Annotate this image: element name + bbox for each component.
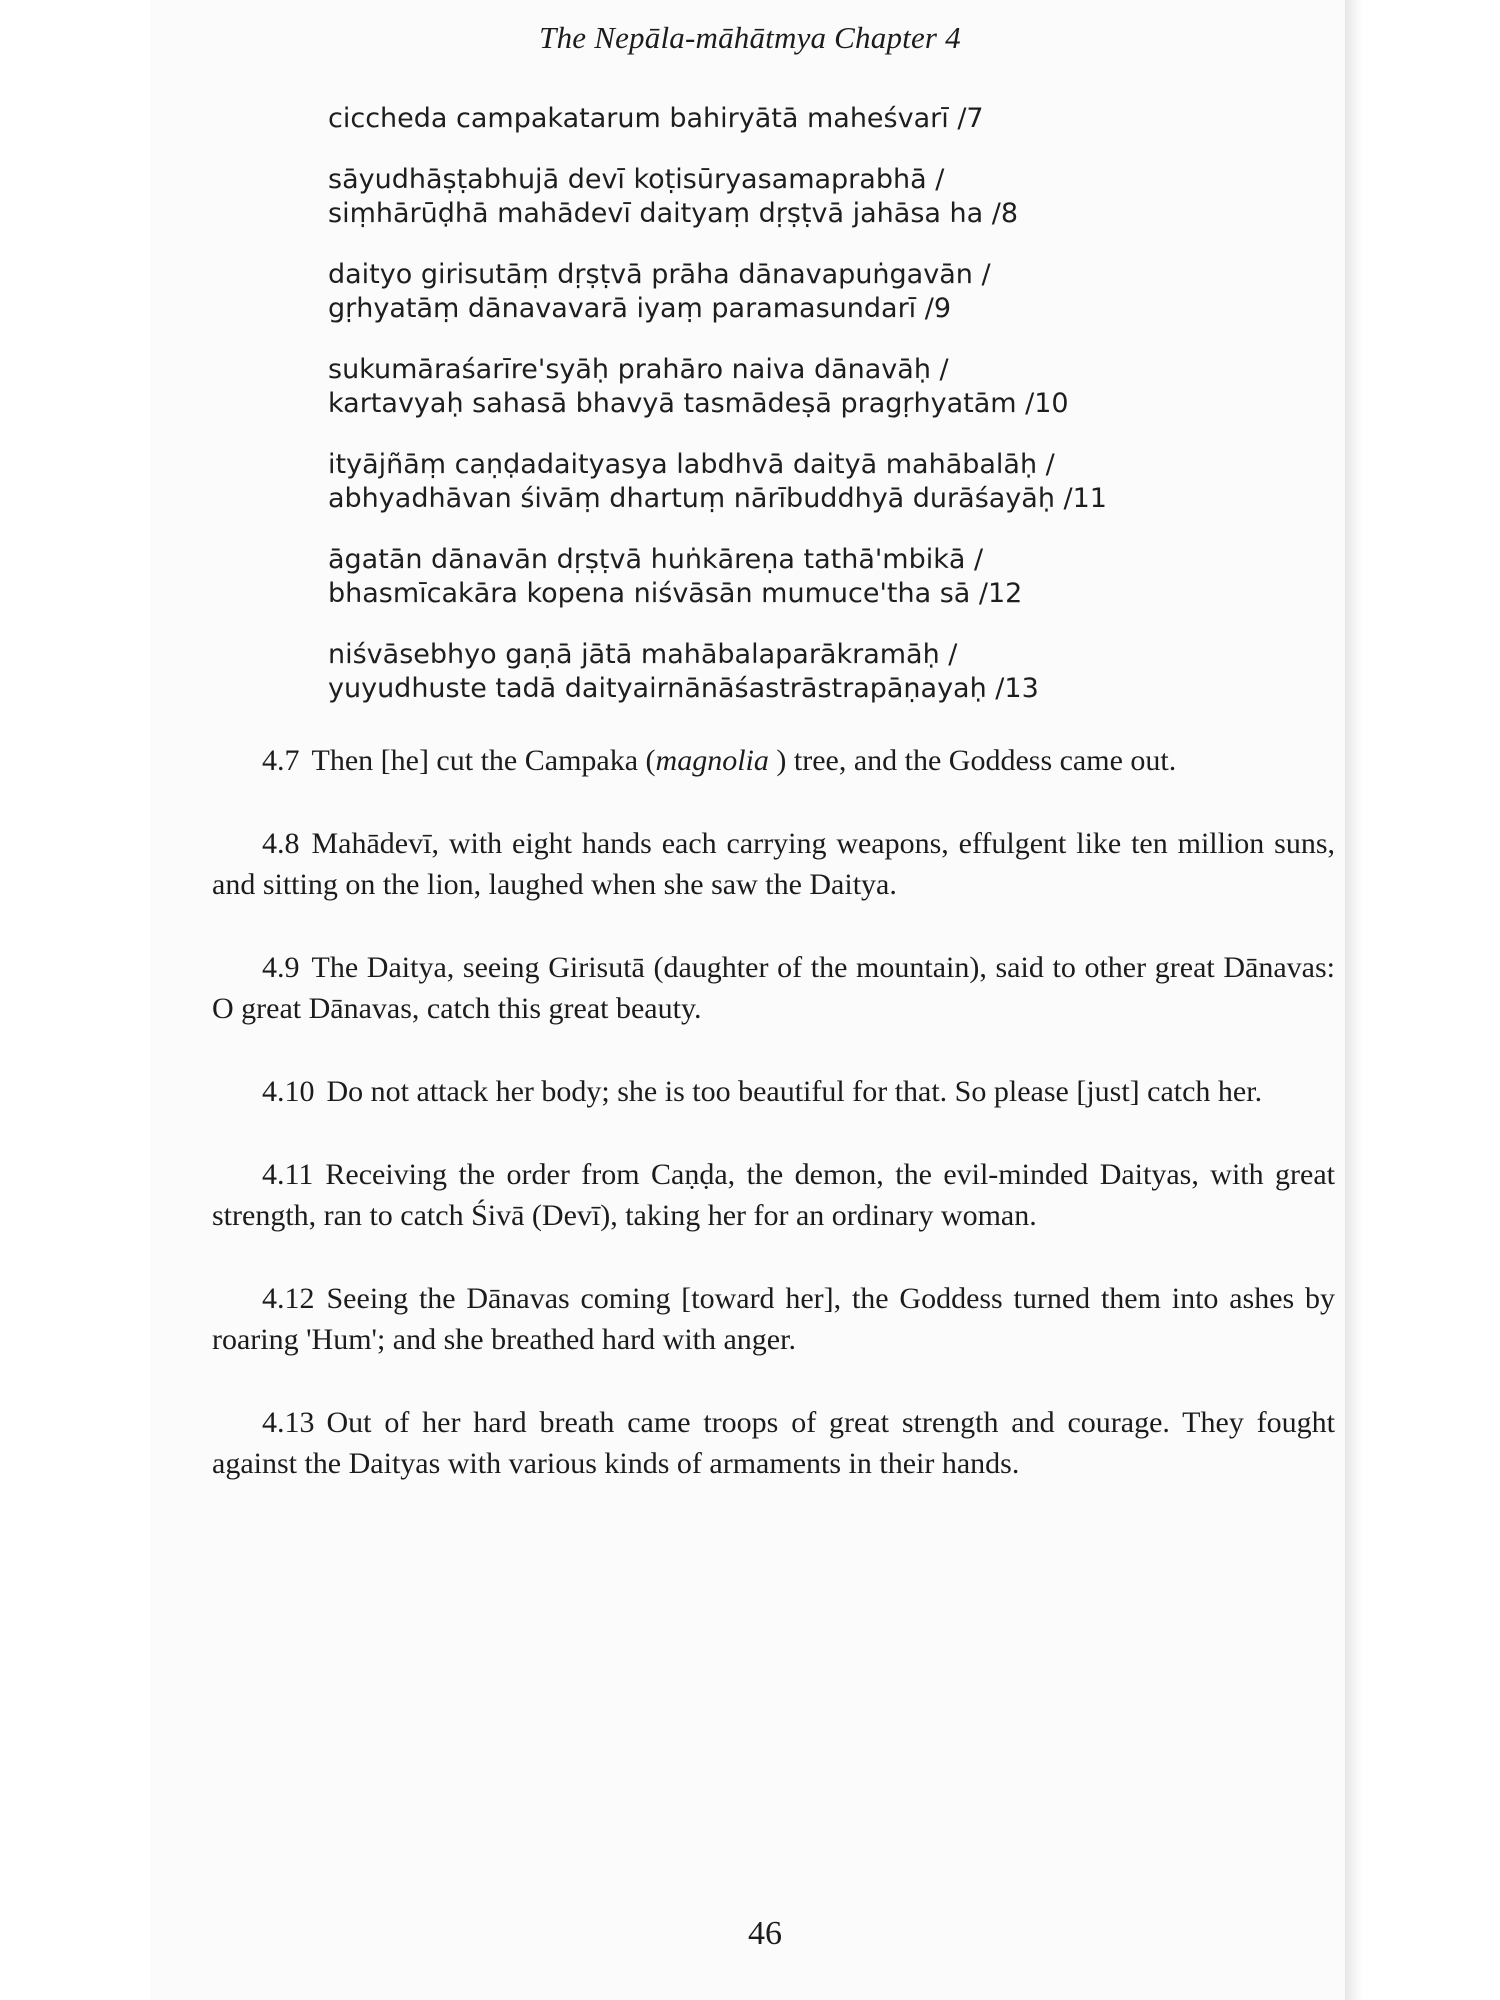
verse-line: daityo girisutāṃ dṛṣṭvā prāha dānavapuṅgavān / — [328, 259, 991, 290]
paragraph-text: The Daitya, seeing Girisutā (daughter of the mountain), said to other great Dānavas: O great Dānavas, catch this great beauty. — [212, 951, 1335, 1025]
paragraph-number: 4.7 — [262, 744, 300, 777]
paragraph-text: Seeing the Dānavas coming [toward her], the Goddess turned them into ashes by roaring 'Hum'; and she breathed hard with anger. — [212, 1282, 1335, 1356]
paragraph-text: Receiving the order from Caṇḍa, the demon, the evil-minded Daityas, with great strength, ran to catch Śivā (Devī), taking her for an ordinary woman. — [212, 1158, 1335, 1232]
verse-line: gṛhyatāṃ dānavavarā iyaṃ paramasundarī /9 — [328, 293, 952, 324]
translation-paragraph-4-10 — [212, 1071, 1335, 1112]
translation-paragraph-4-11 — [212, 1154, 1335, 1236]
verse-stanza-8 — [328, 163, 1278, 231]
page-number: 46 — [748, 1915, 782, 1952]
verse-stanza-11 — [328, 448, 1278, 516]
verse-stanza-9 — [328, 258, 1278, 326]
verse-line: ciccheda campakatarum bahiryātā maheśvarī /7 — [328, 103, 984, 134]
verse-line: siṃhārūḍhā mahādevī daityaṃ dṛṣṭvā jahāsa ha /8 — [328, 198, 1019, 229]
verse-line: ityājñāṃ caṇḍadaityasya labdhvā daityā mahābalāḥ / — [328, 449, 1055, 480]
paragraph-text: ) tree, and the Goddess came out. — [768, 744, 1177, 777]
english-translation — [212, 740, 1335, 1526]
verse-line: sāyudhāṣṭabhujā devī koṭisūryasamaprabhā / — [328, 164, 945, 195]
paragraph-number: 4.9 — [262, 951, 300, 984]
verse-line: yuyudhuste tadā daityairnānāśastrāstrapāṇayaḥ /13 — [328, 673, 1039, 704]
sanskrit-verse-block — [328, 102, 1278, 733]
verse-stanza-12 — [328, 543, 1278, 611]
verse-line: niśvāsebhyo gaṇā jātā mahābalaparākramāḥ / — [328, 639, 958, 670]
paragraph-number: 4.11 — [262, 1158, 314, 1191]
translation-paragraph-4-7 — [212, 740, 1335, 781]
paragraph-italic-term: magnolia — [655, 744, 769, 777]
verse-line: kartavyaḥ sahasā bhavyā tasmādeṣā pragṛhyatām /10 — [328, 388, 1069, 419]
translation-paragraph-4-9 — [212, 947, 1335, 1029]
translation-paragraph-4-8 — [212, 823, 1335, 905]
paragraph-text: Then [he] cut the Campaka ( — [311, 744, 656, 777]
verse-stanza-13 — [328, 638, 1278, 706]
paragraph-text: Do not attack her body; she is too beautiful for that. So please [just] catch her. — [326, 1075, 1263, 1108]
verse-line: āgatān dānavān dṛṣṭvā huṅkāreṇa tathā'mbikā / — [328, 544, 984, 575]
verse-line: abhyadhāvan śivāṃ dhartuṃ nārībuddhyā durāśayāḥ /11 — [328, 483, 1107, 514]
translation-paragraph-4-13 — [212, 1402, 1335, 1484]
verse-stanza-10 — [328, 353, 1278, 421]
page-edge-shadow — [1345, 0, 1363, 2000]
verse-stanza-7 — [328, 102, 1278, 136]
translation-paragraph-4-12 — [212, 1278, 1335, 1360]
paragraph-number: 4.10 — [262, 1075, 315, 1108]
verse-line: bhasmīcakāra kopena niśvāsān mumuce'tha sā /12 — [328, 578, 1023, 609]
paragraph-text: Mahādevī, with eight hands each carrying weapons, effulgent like ten million suns, and sitting on the lion, laughed when she saw the Daitya. — [212, 827, 1335, 901]
paragraph-text: Out of her hard breath came troops of great strength and courage. They fought against the Daityas with various kinds of armaments in their hands. — [212, 1406, 1335, 1480]
verse-line: sukumāraśarīre'syāḥ prahāro naiva dānavāḥ / — [328, 354, 949, 385]
running-header: The Nepāla-māhātmya Chapter 4 — [539, 20, 961, 55]
paragraph-number: 4.8 — [262, 827, 300, 860]
paragraph-number: 4.13 — [262, 1406, 315, 1439]
paragraph-number: 4.12 — [262, 1282, 315, 1315]
